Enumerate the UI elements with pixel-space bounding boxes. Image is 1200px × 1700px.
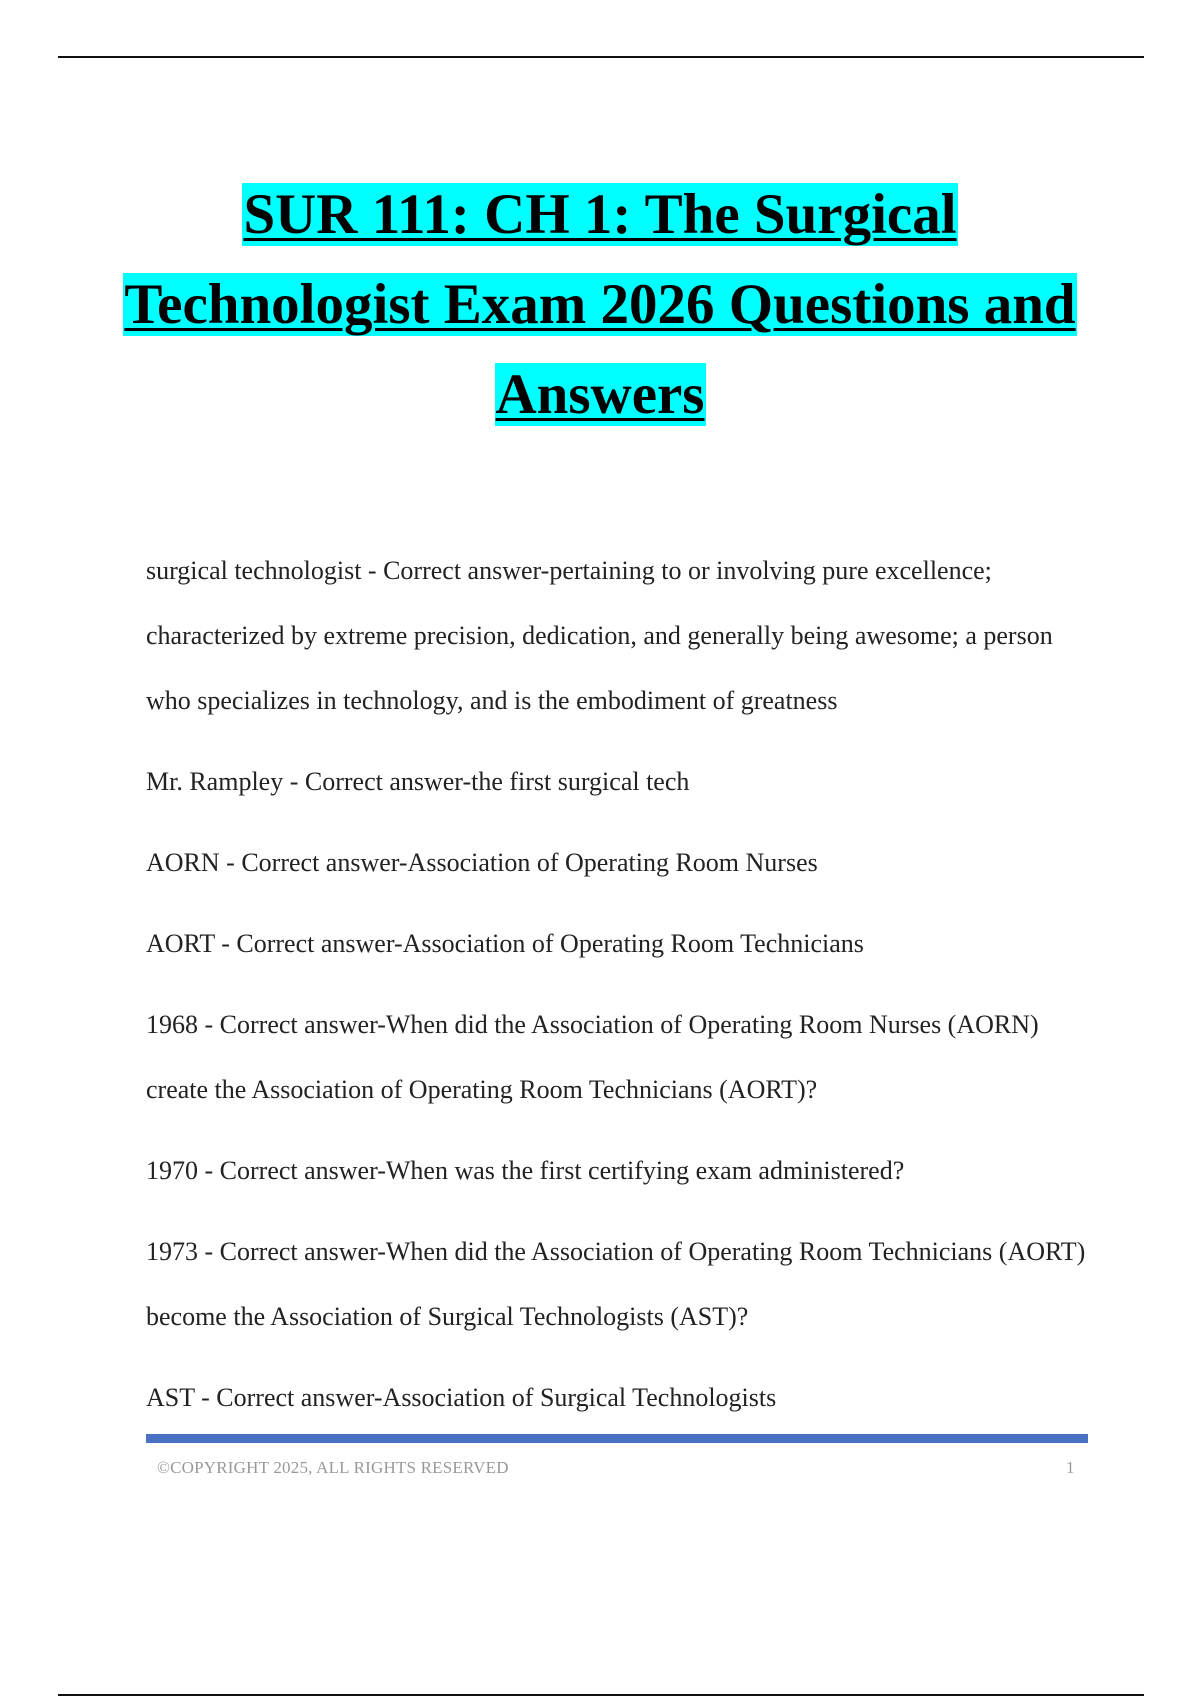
bottom-rule <box>58 1694 1144 1696</box>
qa-entry: AST - Correct answer-Association of Surgical Technologists <box>146 1383 777 1412</box>
qa-entry: surgical technologist - Correct answer-pertaining to or involving pure excellence; characterized by extreme precision, dedication, and generally being awesome; a person who specializes in technology, and is the embodiment of greatness <box>146 556 1053 715</box>
footer-divider <box>146 1434 1088 1443</box>
qa-entry: Mr. Rampley - Correct answer-the first surgical tech <box>146 767 690 796</box>
top-rule <box>58 56 1144 58</box>
qa-list <box>146 538 1086 1446</box>
qa-entry: 1968 - Correct answer-When did the Association of Operating Room Nurses (AORN) create the Association of Operating Room Technicians (AORT)? <box>146 1010 1039 1104</box>
footer-copyright: ©COPYRIGHT 2025, ALL RIGHTS RESERVED <box>157 1458 509 1477</box>
qa-entry: 1973 - Correct answer-When did the Association of Operating Room Technicians (AORT) become the Association of Surgical Technologists (AST)? <box>146 1237 1086 1331</box>
title-line-1: SUR 111: CH 1: The Surgical <box>243 183 957 246</box>
qa-entry: 1970 - Correct answer-When was the first certifying exam administered? <box>146 1156 905 1185</box>
page-number: 1 <box>1066 1458 1075 1477</box>
document-title <box>100 170 1100 440</box>
qa-entry: AORN - Correct answer-Association of Operating Room Nurses <box>146 848 818 877</box>
title-line-3: Answers <box>495 363 705 426</box>
title-line-2: Technologist Exam 2026 Questions and <box>124 273 1076 336</box>
qa-entry: AORT - Correct answer-Association of Operating Room Technicians <box>146 929 864 958</box>
